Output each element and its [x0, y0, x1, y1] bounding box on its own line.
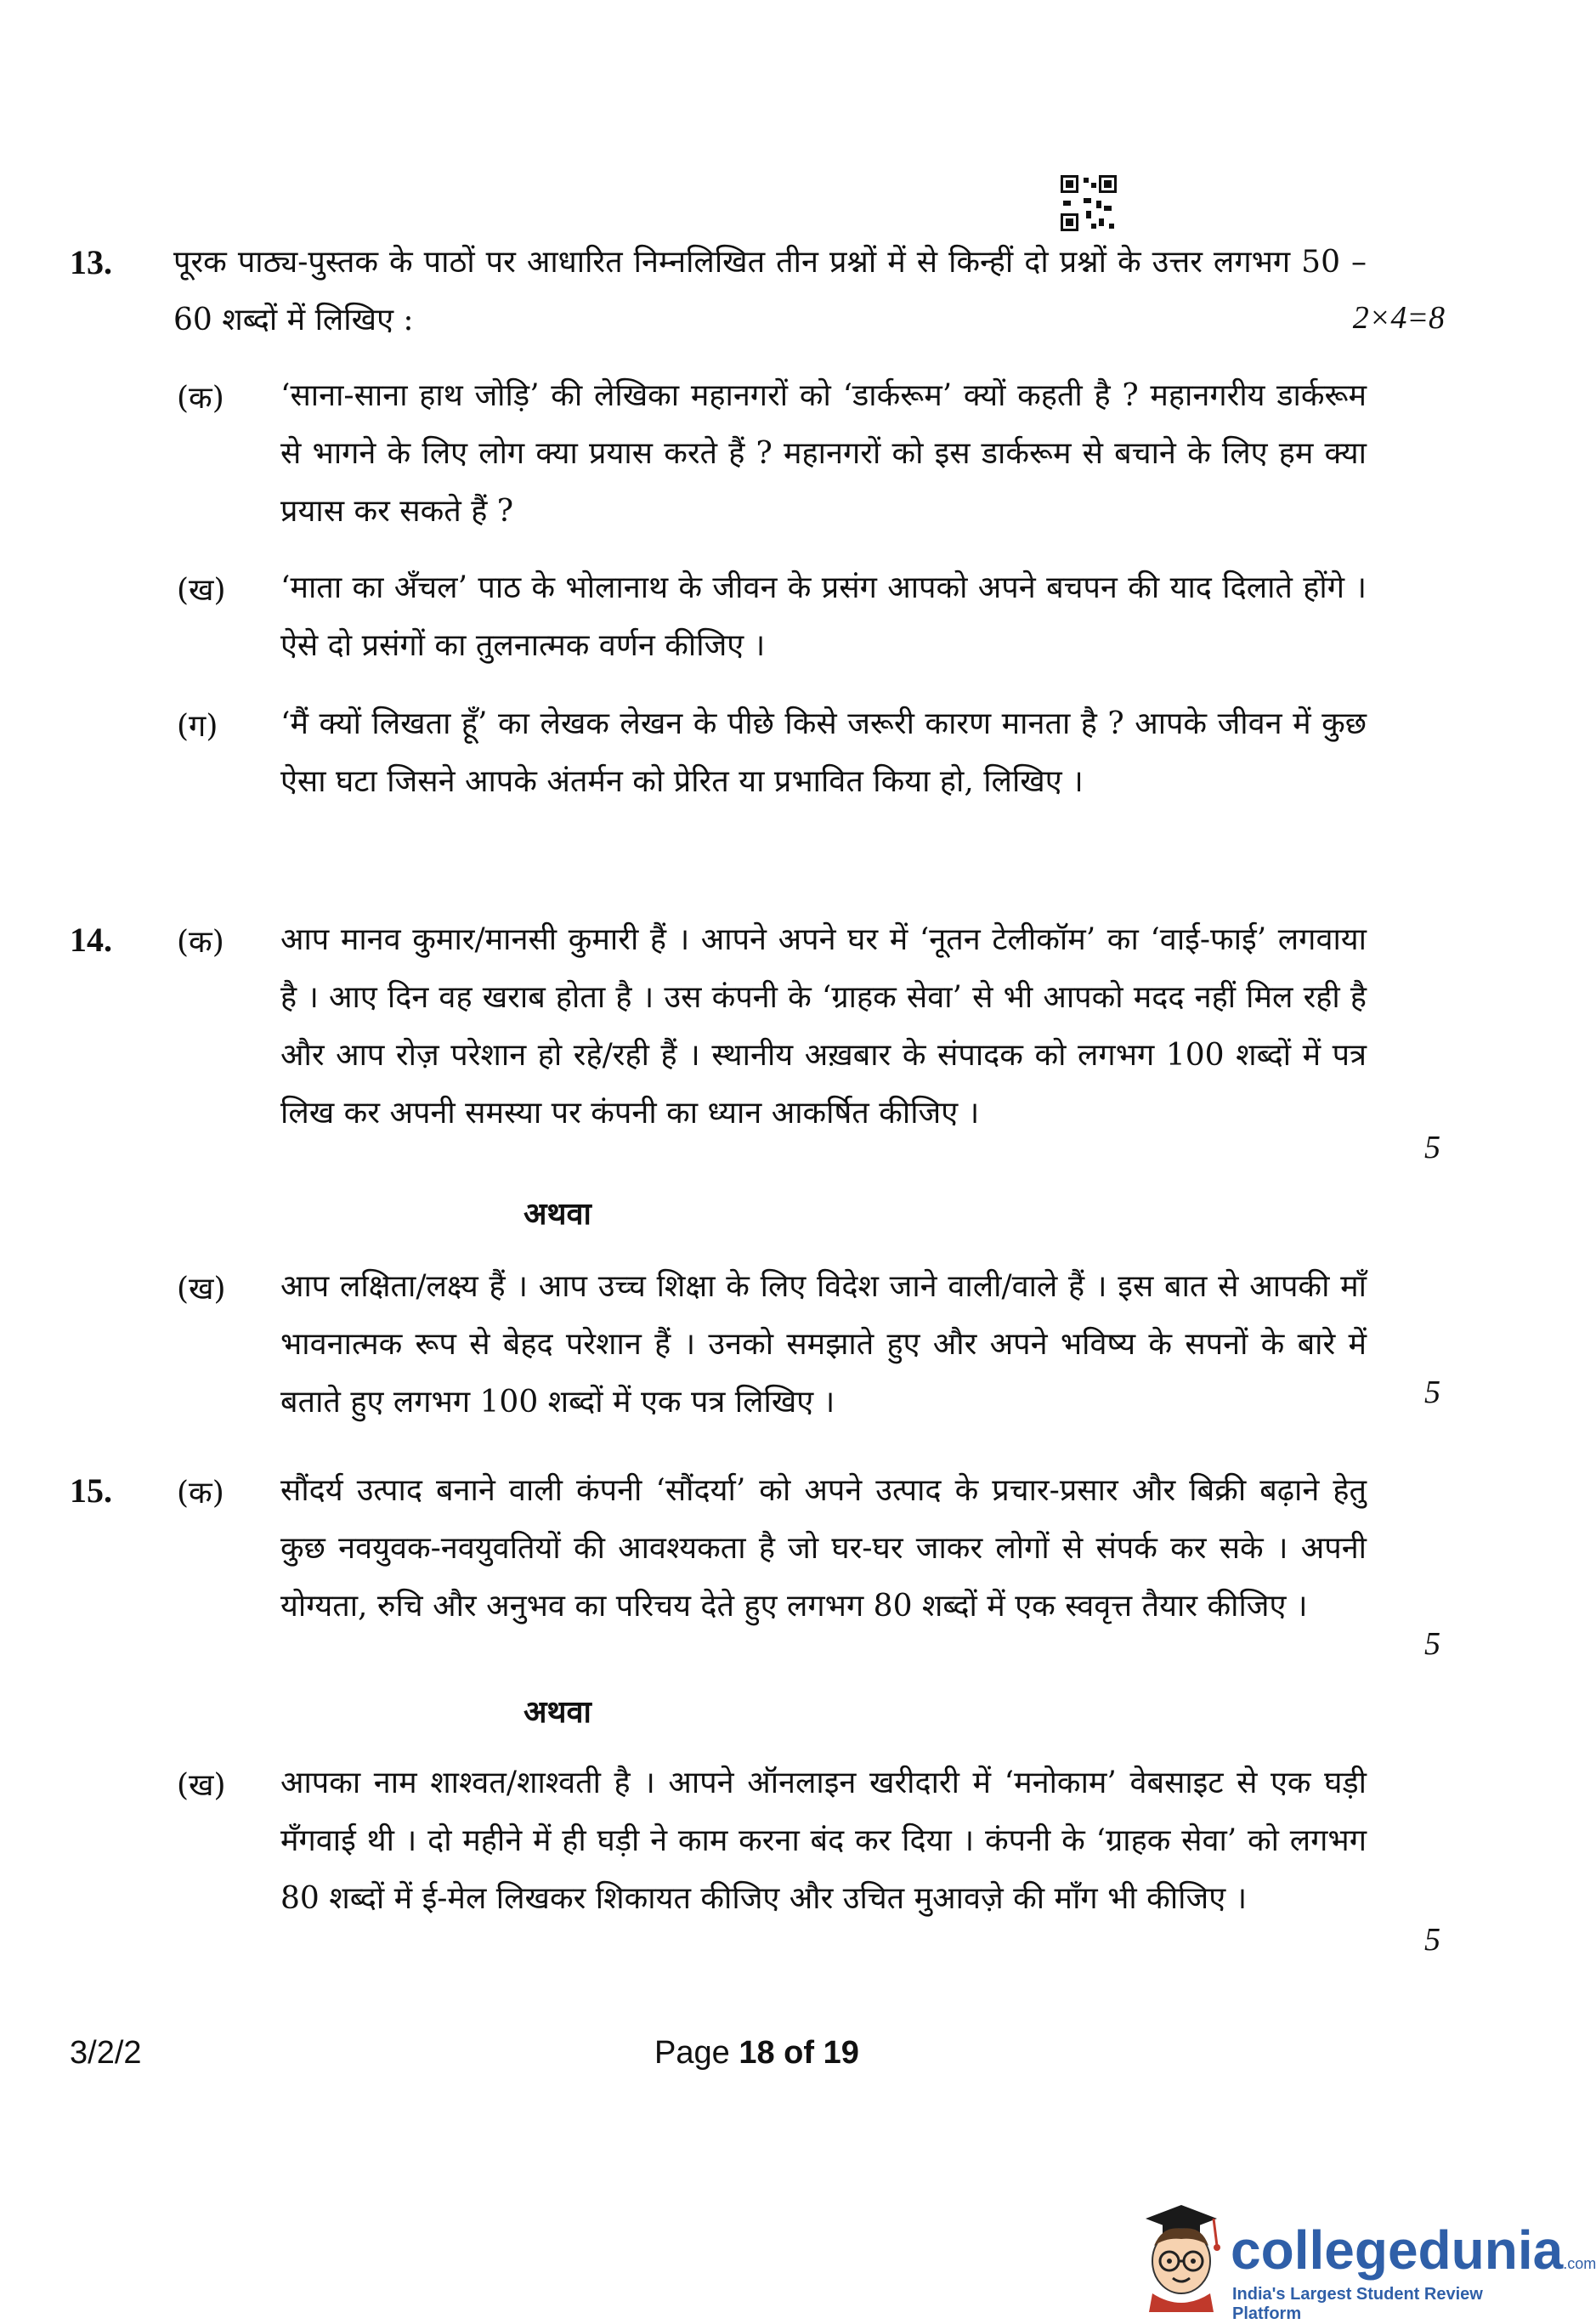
q14-part-b-text: आप लक्षिता/लक्ष्य हैं । आप उच्च शिक्षा के लिए विदेश जाने वाली/वाले हैं । इस बात से आपकी माँ भावनात्मक रूप से बेहद परेशान हैं । उनको समझाते हुए और अपने भविष्य के सपनों के बारे में बताते हुए लगभग 100 शब्दों में एक पत्र लिखिए ।: [280, 1269, 1367, 1420]
page-prefix: Page: [654, 2035, 739, 2071]
page-of: of: [774, 2035, 823, 2071]
collegedunia-logo: [1122, 2193, 1596, 2323]
q13-number: 13.: [70, 243, 112, 281]
q14-part-a-label: (क): [177, 925, 224, 960]
logo-suffix: .com: [1563, 2255, 1596, 2272]
q13-intro: पूरक पाठ्य-पुस्तक के पाठों पर आधारित निम्नलिखित तीन प्रश्नों में से किन्हीं दो प्रश्नों के उत्तर लगभग 50 – 60 शब्दों में लिखिए :: [173, 245, 1367, 337]
q14-part-a-marks: 5: [1424, 1130, 1440, 1165]
q14-part-a-text: आप मानव कुमार/मानसी कुमारी हैं । आपने अपने घर में ‘नूतन टेलीकॉम’ का ‘वाई-फाई’ लगवाया है । आए दिन वह खराब होता है । उस कंपनी के ‘ग्राहक सेवा’ से भी आपको मदद नहीं मिल रही है और आप रोज़ परेशान हो रहे/रही हैं । स्थानीय अख़बार के संपादक को लगभग 100 शब्दों में पत्र लिख कर अपनी समस्या पर कंपनी का ध्यान आकर्षित कीजिए ।: [280, 922, 1367, 1131]
q15-or-divider: अथवा: [524, 1694, 591, 1730]
logo-name: collegedunia: [1231, 2219, 1564, 2281]
page-indicator: [654, 2035, 859, 2072]
q13-marks: 2×4=8: [1352, 300, 1445, 336]
q15-number: 15.: [70, 1471, 112, 1510]
q13-part-a-text: ‘साना-साना हाथ जोड़ि’ की लेखिका महानगरों को ‘डार्करूम’ क्यों कहती है ? महानगरीय डार्करूम से भागने के लिए लोग क्या प्रयास करते हैं ? महानगरों को इस डार्करूम से बचाने के लिए हम क्या प्रयास कर सकते हैं ?: [280, 378, 1367, 529]
q14-part-b-marks: 5: [1424, 1375, 1440, 1410]
q15-part-b-text: आपका नाम शाश्वत/शाश्वती है । आपने ऑनलाइन खरीदारी में ‘मनोकाम’ वेबसाइट से एक घड़ी मँगवाई थी । दो महीने में ही घड़ी ने काम करना बंद कर दिया । कंपनी के ‘ग्राहक सेवा’ को लगभग 80 शब्दों में ई-मेल लिखकर शिकायत कीजिए और उचित मुआवज़े की माँग भी कीजिए ।: [280, 1766, 1367, 1916]
q15-part-b-marks: 5: [1424, 1922, 1440, 1958]
qr-code: [1061, 175, 1117, 231]
q14-number: 14.: [70, 921, 112, 959]
q15-part-a-text: सौंदर्य उत्पाद बनाने वाली कंपनी ‘सौंदर्या’ को अपने उत्पाद के प्रचार-प्रसार और बिक्री बढ़ाने हेतु कुछ नवयुवक-नवयुवतियों की आवश्यकता है जो घर-घर जाकर लोगों से संपर्क कर सके । अपनी योग्यता, रुचि और अनुभव का परिचय देते हुए लगभग 80 शब्दों में एक स्ववृत्त तैयार कीजिए ।: [280, 1473, 1367, 1624]
q15-part-a-marks: 5: [1424, 1626, 1440, 1662]
q15-part-a-label: (क): [177, 1476, 224, 1511]
q14-part-b-label: (ख): [177, 1272, 226, 1307]
q13-part-b-label: (ख): [177, 573, 226, 608]
q13-part-b-text: ‘माता का अँचल’ पाठ के भोलानाथ के जीवन के प्रसंग आपको अपने बचपन की याद दिलाते होंगे । ऐसे दो प्रसंगों का तुलनात्मक वर्णन कीजिए ।: [280, 570, 1367, 663]
mascot-icon: [1129, 2193, 1231, 2312]
logo-tagline: India's Largest Student Review Platform: [1232, 2285, 1483, 2323]
page-total: 19: [823, 2035, 859, 2071]
q13-part-a-label: (क): [177, 381, 224, 416]
q14-or-divider: अथवा: [524, 1196, 591, 1232]
q13-part-c-text: ‘मैं क्यों लिखता हूँ’ का लेखक लेखन के पीछे किसे जरूरी कारण मानता है ? आपके जीवन में कुछ ऐसा घटा जिसने आपके अंतर्मन को प्रेरित या प्रभावित किया हो, लिखिए ।: [280, 706, 1367, 799]
page-current: 18: [739, 2035, 775, 2071]
paper-code: 3/2/2: [70, 2035, 142, 2071]
q15-part-b-label: (ख): [177, 1768, 226, 1803]
q13-part-c-label: (ग): [177, 709, 218, 744]
